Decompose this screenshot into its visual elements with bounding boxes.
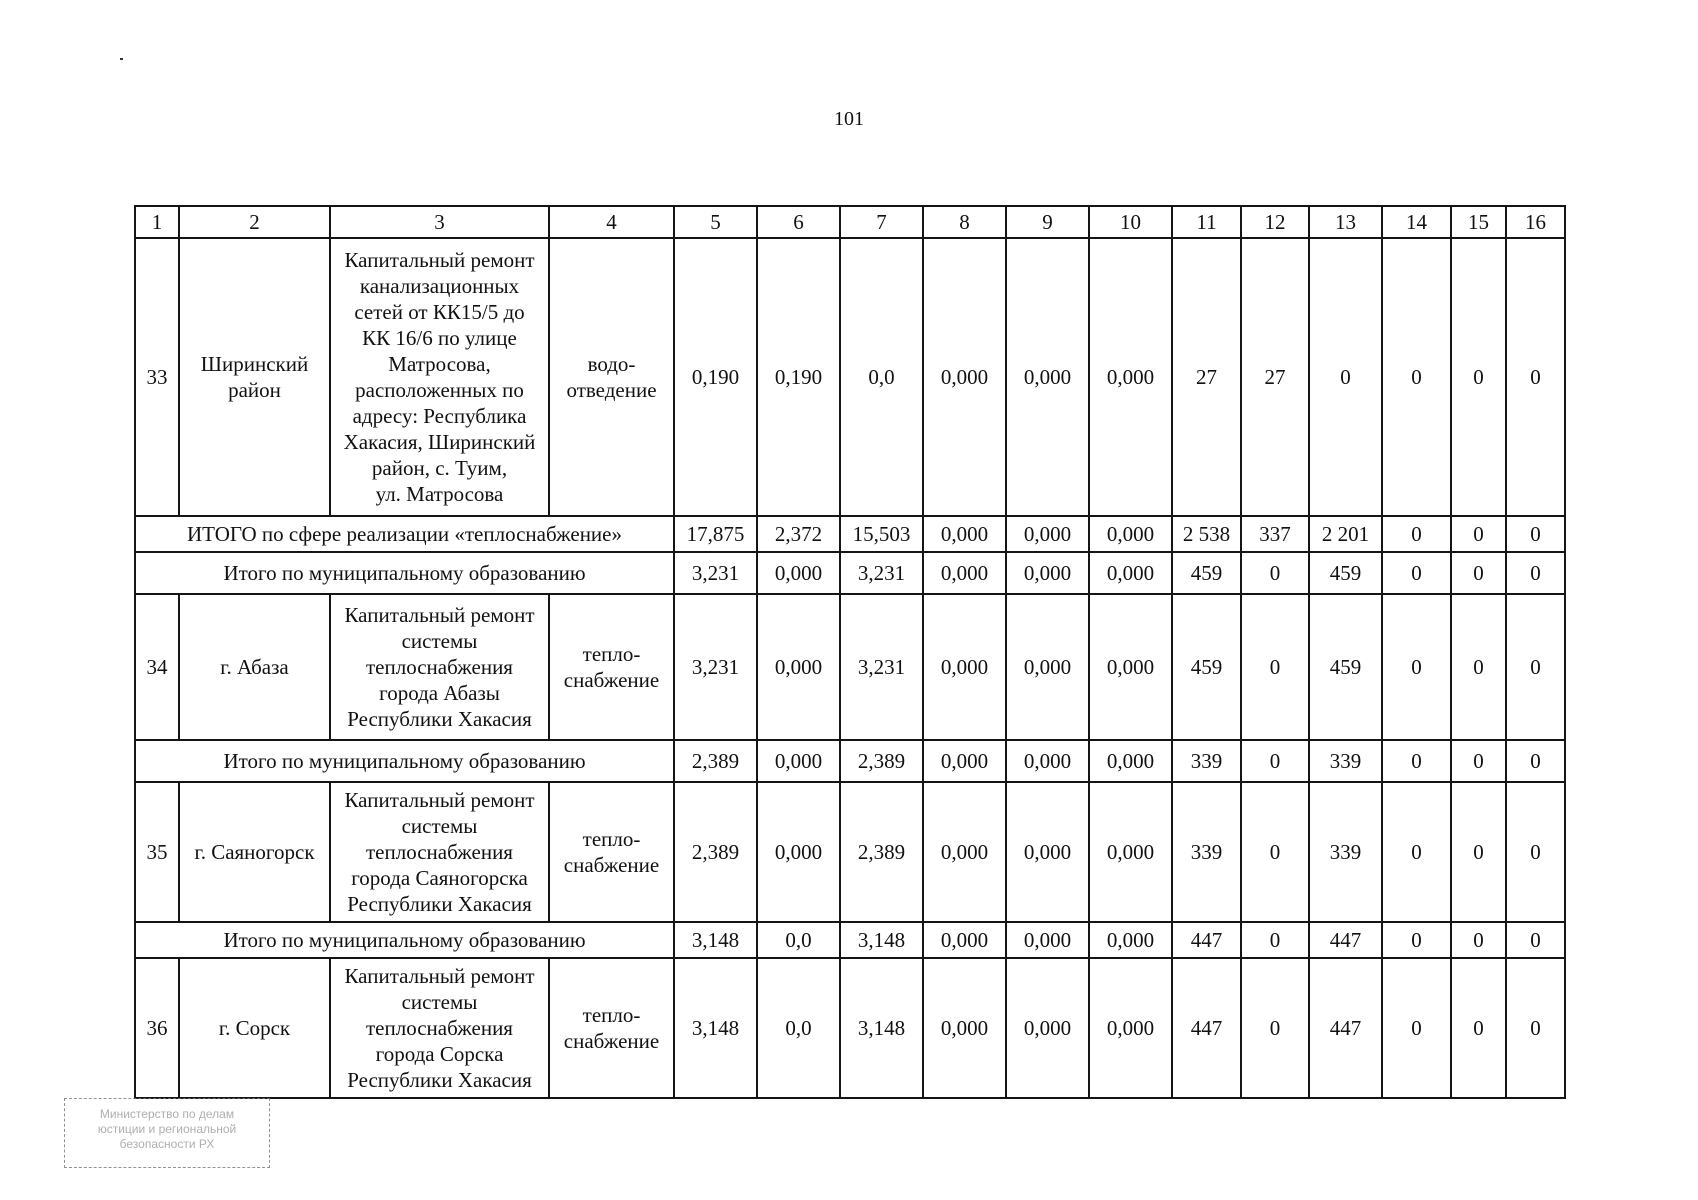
value-cell-col-16: 0: [1506, 782, 1565, 922]
value-cell-col-5: 17,875: [674, 516, 757, 552]
value-cell-col-6: 0,000: [757, 782, 840, 922]
value-cell-col-13: 459: [1309, 552, 1382, 594]
value-cell-col-6: 0,000: [757, 552, 840, 594]
value-cell-col-8: 0,000: [923, 516, 1006, 552]
value-cell-col-12: 0: [1241, 740, 1309, 782]
value-cell-col-11: 339: [1172, 782, 1241, 922]
value-cell-col-7: 0,0: [840, 238, 923, 516]
project-description-cell-line: ул. Матросова: [375, 482, 504, 506]
value-cell-col-14: 0: [1382, 740, 1451, 782]
value-cell-col-14: 0: [1382, 958, 1451, 1098]
value-cell-col-10: 0,000: [1089, 594, 1172, 740]
total-row: [135, 552, 1565, 594]
value-cell-col-6: 0,0: [757, 922, 840, 958]
value-cell-col-13: 447: [1309, 922, 1382, 958]
value-cell-col-7: 2,389: [840, 782, 923, 922]
value-cell-col-14: 0: [1382, 238, 1451, 516]
project-description-cell: [330, 782, 549, 922]
value-cell-col-5: 3,231: [674, 594, 757, 740]
value-cell-col-8: 0,000: [923, 594, 1006, 740]
value-cell-col-6: 0,190: [757, 238, 840, 516]
project-description-cell: [330, 594, 549, 740]
value-cell-col-15: 0: [1451, 922, 1506, 958]
sphere-cell: [549, 238, 674, 516]
project-description-cell-line: Капитальный ремонт: [344, 964, 535, 988]
value-cell-col-11: 339: [1172, 740, 1241, 782]
value-cell-col-8: 0,000: [923, 958, 1006, 1098]
project-description-cell: [330, 238, 549, 516]
value-cell-col-7: 3,148: [840, 958, 923, 1098]
value-cell-col-5: 3,148: [674, 958, 757, 1098]
sphere-cell: [549, 958, 674, 1098]
value-cell-col-7: 2,389: [840, 740, 923, 782]
value-cell-col-16: 0: [1506, 594, 1565, 740]
total-label: Итого по муниципальному образованию: [135, 740, 674, 782]
column-number-1: 1: [135, 206, 179, 238]
value-cell-col-6: 0,000: [757, 740, 840, 782]
project-description-cell-line: города Абазы: [379, 681, 500, 705]
project-description-cell-line: Хакасия, Ширинский: [343, 430, 536, 454]
sphere-cell: [549, 594, 674, 740]
value-cell-col-8: 0,000: [923, 922, 1006, 958]
project-description-cell-line: КК 16/6 по улице: [362, 326, 517, 350]
project-description-cell-line: города Сорска: [375, 1042, 504, 1066]
project-description-cell-line: Капитальный ремонт: [344, 603, 535, 627]
column-number-15: 15: [1451, 206, 1506, 238]
value-cell-col-5: 2,389: [674, 740, 757, 782]
column-number-5: 5: [674, 206, 757, 238]
value-cell-col-11: 447: [1172, 922, 1241, 958]
value-cell-col-5: 0,190: [674, 238, 757, 516]
value-cell-col-14: 0: [1382, 922, 1451, 958]
column-number-11: 11: [1172, 206, 1241, 238]
column-number-9: 9: [1006, 206, 1089, 238]
value-cell-col-15: 0: [1451, 238, 1506, 516]
value-cell-col-16: 0: [1506, 958, 1565, 1098]
value-cell-col-7: 3,231: [840, 594, 923, 740]
column-number-8: 8: [923, 206, 1006, 238]
value-cell-col-12: 337: [1241, 516, 1309, 552]
project-description-cell-line: Республики Хакасия: [347, 1068, 532, 1092]
value-cell-col-9: 0,000: [1006, 782, 1089, 922]
project-description-cell-line: Республики Хакасия: [347, 707, 532, 731]
project-description-cell-line: системы: [401, 629, 478, 653]
municipality-cell-line: Ширинский: [200, 352, 309, 376]
project-description-cell-line: канализационных: [359, 274, 520, 298]
sphere-cell-line: тепло-: [582, 1003, 641, 1027]
municipality-cell: [179, 958, 330, 1098]
value-cell-col-11: 459: [1172, 552, 1241, 594]
project-description-cell-line: города Саяногорска: [351, 866, 528, 890]
total-row: [135, 740, 1565, 782]
project-description-cell-line: Матросова,: [388, 352, 491, 376]
municipality-cell: [179, 782, 330, 922]
value-cell-col-14: 0: [1382, 594, 1451, 740]
column-number-row: [135, 206, 1565, 238]
value-cell-col-12: 0: [1241, 552, 1309, 594]
column-number-2: 2: [179, 206, 330, 238]
project-description-cell-line: адресу: Республика: [352, 404, 527, 428]
value-cell-col-14: 0: [1382, 516, 1451, 552]
value-cell-col-12: 0: [1241, 922, 1309, 958]
value-cell-col-10: 0,000: [1089, 782, 1172, 922]
value-cell-col-6: 2,372: [757, 516, 840, 552]
value-cell-col-10: 0,000: [1089, 958, 1172, 1098]
page-number: 101: [834, 108, 864, 130]
value-cell-col-9: 0,000: [1006, 958, 1089, 1098]
column-number-16: 16: [1506, 206, 1565, 238]
value-cell-col-15: 0: [1451, 740, 1506, 782]
project-description-cell-line: Капитальный ремонт: [344, 788, 535, 812]
sphere-cell-line: снабжение: [563, 668, 660, 692]
value-cell-col-13: 2 201: [1309, 516, 1382, 552]
sphere-cell-line: снабжение: [563, 1029, 660, 1053]
column-number-7: 7: [840, 206, 923, 238]
value-cell-col-11: 27: [1172, 238, 1241, 516]
value-cell-col-15: 0: [1451, 516, 1506, 552]
value-cell-col-9: 0,000: [1006, 740, 1089, 782]
value-cell-col-7: 3,231: [840, 552, 923, 594]
municipality-cell-line: г. Абаза: [220, 655, 289, 679]
project-description-cell-line: район, с. Туим,: [371, 456, 508, 480]
project-description-cell-line: теплоснабжения: [366, 840, 513, 864]
value-cell-col-15: 0: [1451, 594, 1506, 740]
registration-stamp: [64, 1098, 270, 1168]
column-number-10: 10: [1089, 206, 1172, 238]
value-cell-col-14: 0: [1382, 782, 1451, 922]
value-cell-col-12: 0: [1241, 782, 1309, 922]
project-description-cell-line: сетей от КК15/5 до: [354, 300, 525, 324]
project-row-34: [135, 594, 1565, 740]
value-cell-col-9: 0,000: [1006, 594, 1089, 740]
value-cell-col-10: 0,000: [1089, 552, 1172, 594]
table-body: [135, 206, 1565, 1098]
row-number: 34: [135, 594, 179, 740]
value-cell-col-5: 3,148: [674, 922, 757, 958]
value-cell-col-11: 447: [1172, 958, 1241, 1098]
project-row-36: [135, 958, 1565, 1098]
sphere-cell-line: снабжение: [563, 853, 660, 877]
scan-speck: [120, 58, 123, 60]
value-cell-col-15: 0: [1451, 958, 1506, 1098]
municipality-cell-line: г. Саяногорск: [194, 840, 315, 864]
column-number-14: 14: [1382, 206, 1451, 238]
total-label: Итого по муниципальному образованию: [135, 922, 674, 958]
sphere-cell: [549, 782, 674, 922]
value-cell-col-8: 0,000: [923, 552, 1006, 594]
sphere-cell-line: тепло-: [582, 642, 641, 666]
project-description-cell: [330, 958, 549, 1098]
value-cell-col-8: 0,000: [923, 782, 1006, 922]
sphere-cell-line: отведение: [566, 378, 657, 402]
municipality-cell-line: район: [228, 378, 281, 402]
stamp-line: юстиции и региональной: [97, 1122, 237, 1136]
value-cell-col-5: 3,231: [674, 552, 757, 594]
value-cell-col-8: 0,000: [923, 740, 1006, 782]
value-cell-col-13: 0: [1309, 238, 1382, 516]
value-cell-col-10: 0,000: [1089, 922, 1172, 958]
value-cell-col-7: 3,148: [840, 922, 923, 958]
value-cell-col-12: 0: [1241, 958, 1309, 1098]
value-cell-col-13: 447: [1309, 958, 1382, 1098]
stamp-line: безопасности РХ: [119, 1137, 215, 1151]
value-cell-col-10: 0,000: [1089, 238, 1172, 516]
project-description-cell-line: Республики Хакасия: [347, 892, 532, 916]
total-row: [135, 516, 1565, 552]
sphere-cell-line: водо-: [587, 352, 636, 376]
value-cell-col-15: 0: [1451, 552, 1506, 594]
project-description-cell-line: системы: [401, 814, 478, 838]
value-cell-col-7: 15,503: [840, 516, 923, 552]
value-cell-col-15: 0: [1451, 782, 1506, 922]
project-description-cell-line: расположенных по: [355, 378, 524, 402]
value-cell-col-16: 0: [1506, 922, 1565, 958]
total-row: [135, 922, 1565, 958]
value-cell-col-5: 2,389: [674, 782, 757, 922]
project-description-cell-line: теплоснабжения: [366, 1016, 513, 1040]
column-number-4: 4: [549, 206, 674, 238]
sphere-cell-line: тепло-: [582, 827, 641, 851]
value-cell-col-11: 2 538: [1172, 516, 1241, 552]
value-cell-col-16: 0: [1506, 238, 1565, 516]
value-cell-col-10: 0,000: [1089, 516, 1172, 552]
column-number-6: 6: [757, 206, 840, 238]
row-number: 36: [135, 958, 179, 1098]
row-number: 35: [135, 782, 179, 922]
column-number-12: 12: [1241, 206, 1309, 238]
value-cell-col-16: 0: [1506, 552, 1565, 594]
value-cell-col-13: 339: [1309, 782, 1382, 922]
project-row-33: [135, 238, 1565, 516]
value-cell-col-8: 0,000: [923, 238, 1006, 516]
value-cell-col-12: 27: [1241, 238, 1309, 516]
value-cell-col-13: 459: [1309, 594, 1382, 740]
value-cell-col-11: 459: [1172, 594, 1241, 740]
value-cell-col-16: 0: [1506, 740, 1565, 782]
total-label: Итого по муниципальному образованию: [135, 552, 674, 594]
project-description-cell-line: Капитальный ремонт: [344, 248, 535, 272]
value-cell-col-9: 0,000: [1006, 516, 1089, 552]
value-cell-col-16: 0: [1506, 516, 1565, 552]
column-number-3: 3: [330, 206, 549, 238]
project-description-cell-line: системы: [401, 990, 478, 1014]
row-number: 33: [135, 238, 179, 516]
value-cell-col-14: 0: [1382, 552, 1451, 594]
value-cell-col-9: 0,000: [1006, 552, 1089, 594]
value-cell-col-6: 0,000: [757, 594, 840, 740]
value-cell-col-13: 339: [1309, 740, 1382, 782]
column-number-13: 13: [1309, 206, 1382, 238]
total-label: ИТОГО по сфере реализации «теплоснабжение»: [135, 516, 674, 552]
project-row-35: [135, 782, 1565, 922]
project-description-cell-line: теплоснабжения: [366, 655, 513, 679]
investment-table: [134, 205, 1566, 1099]
value-cell-col-12: 0: [1241, 594, 1309, 740]
value-cell-col-9: 0,000: [1006, 922, 1089, 958]
value-cell-col-9: 0,000: [1006, 238, 1089, 516]
value-cell-col-10: 0,000: [1089, 740, 1172, 782]
municipality-cell-line: г. Сорск: [218, 1016, 291, 1040]
value-cell-col-6: 0,0: [757, 958, 840, 1098]
municipality-cell: [179, 594, 330, 740]
municipality-cell: [179, 238, 330, 516]
stamp-line: Министерство по делам: [99, 1107, 235, 1121]
